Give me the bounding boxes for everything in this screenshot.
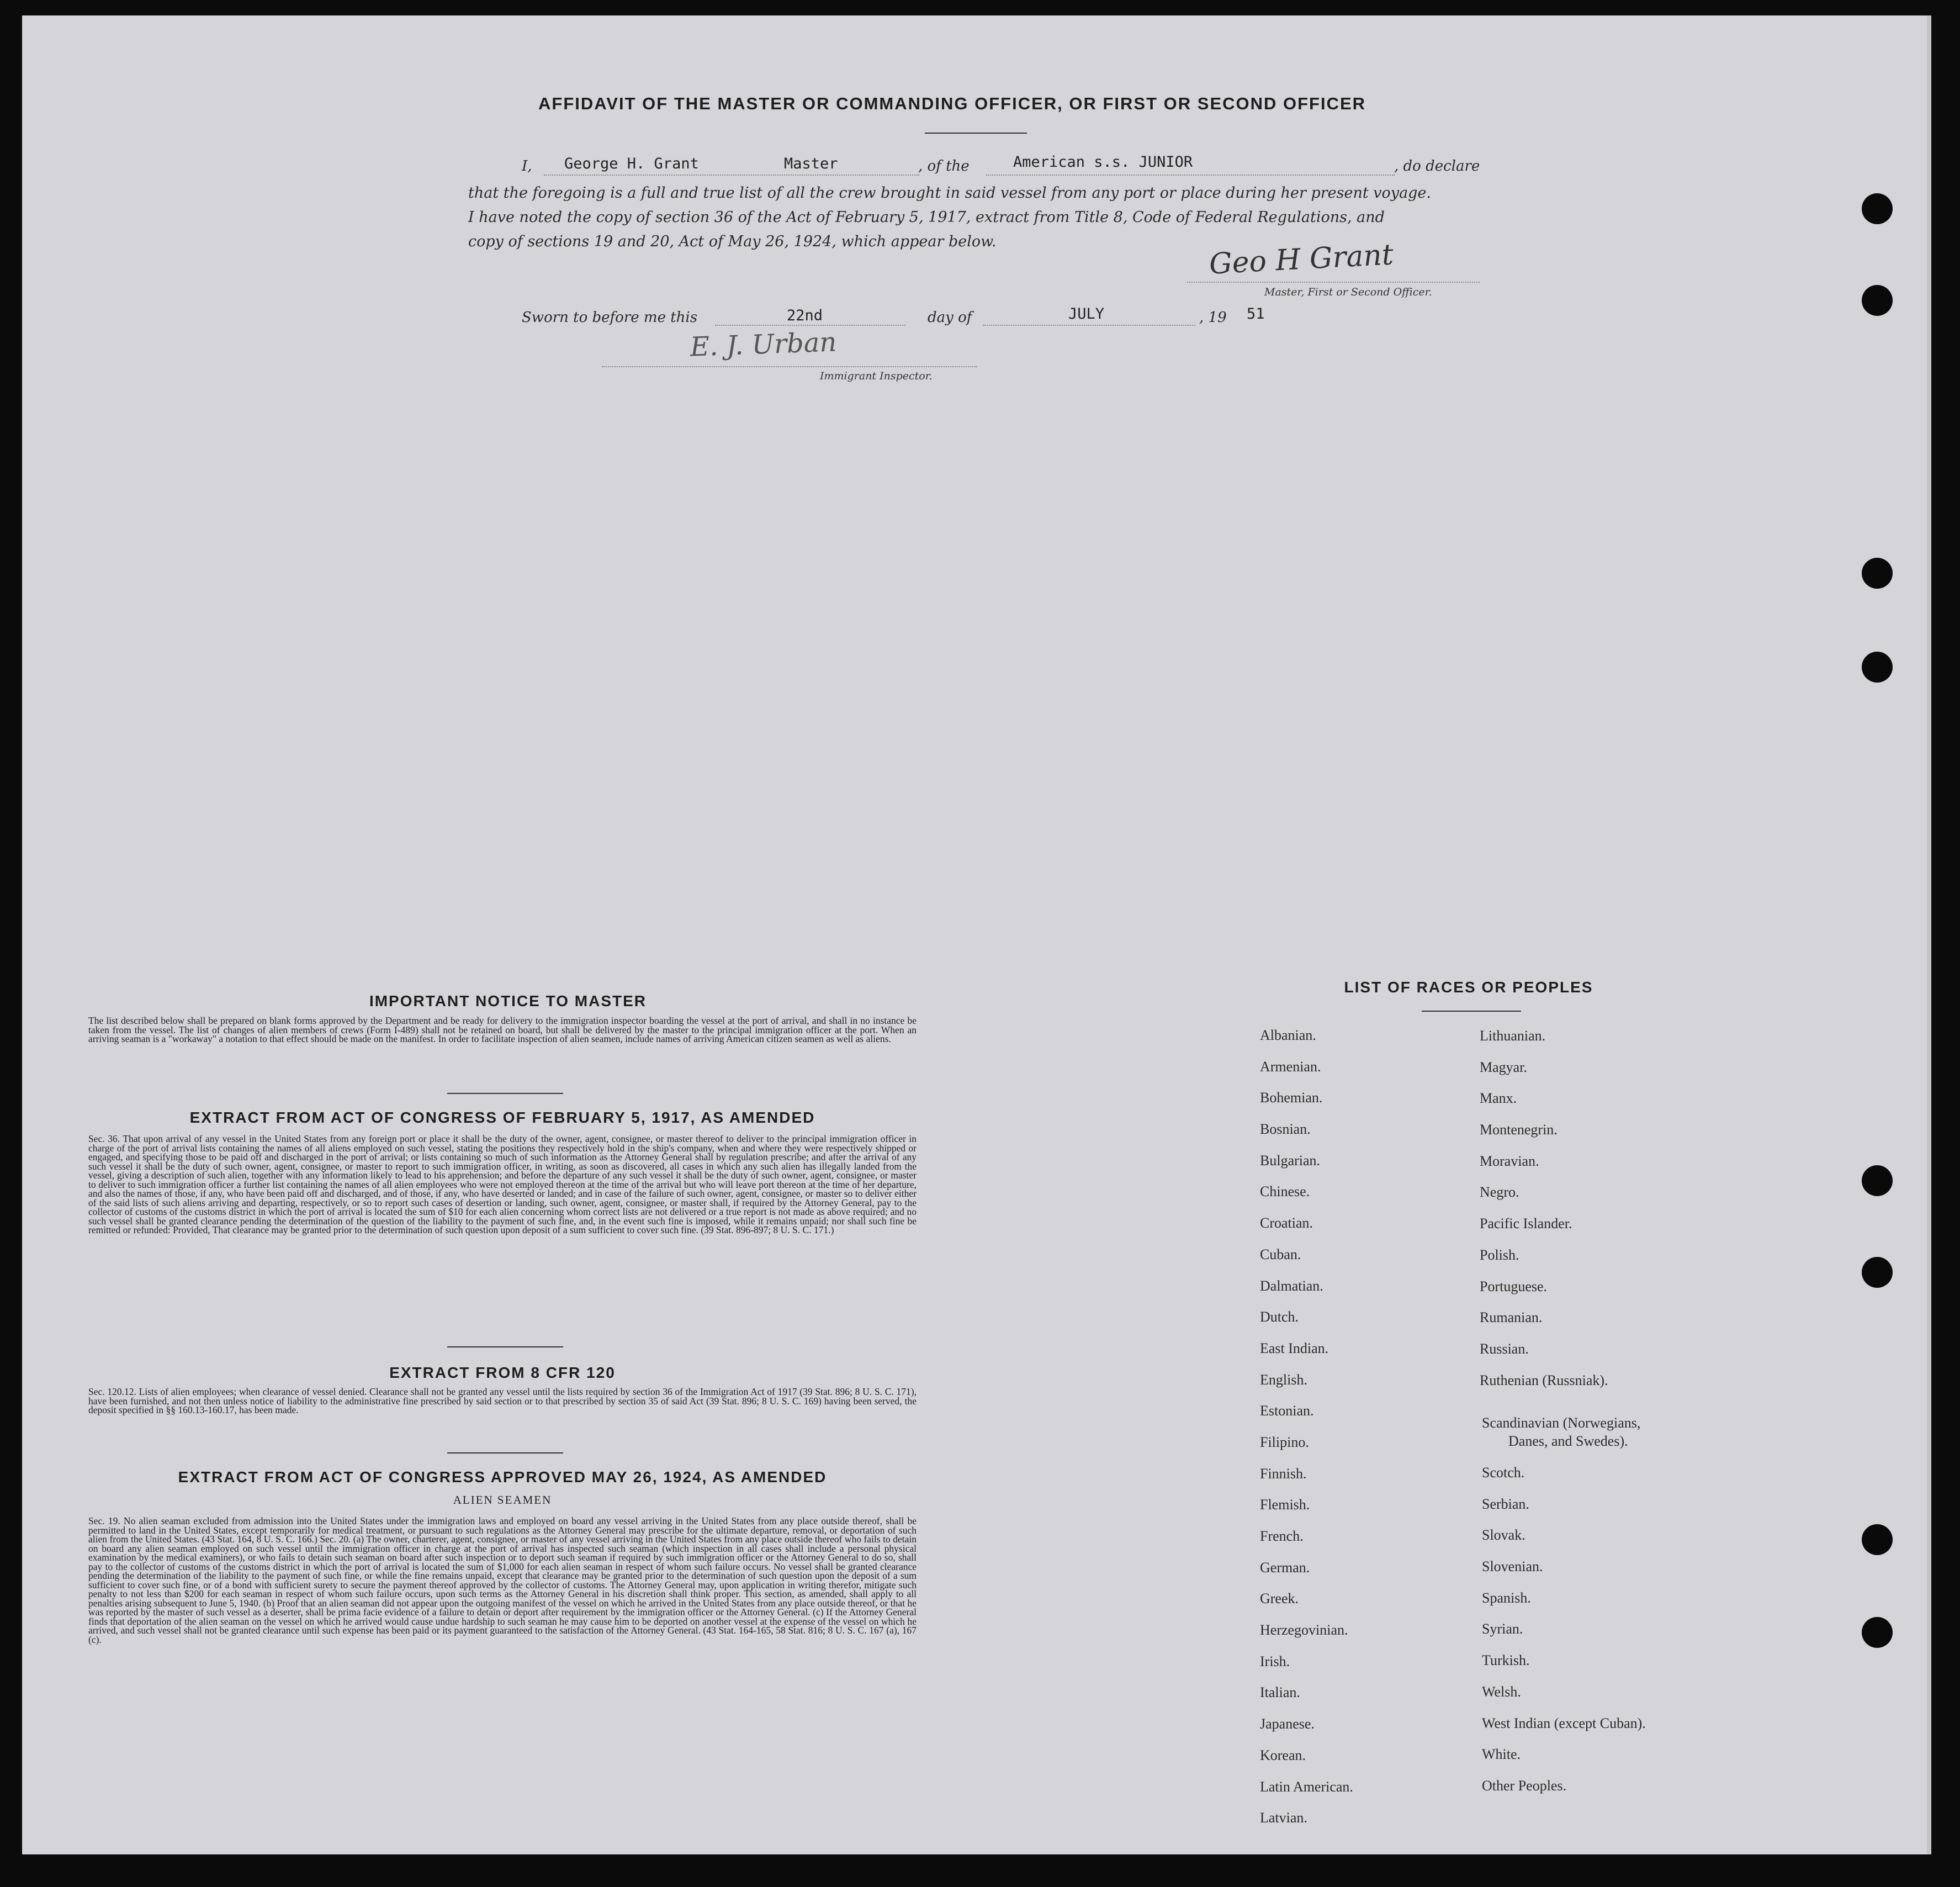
race-item-col2a-9: Portuguese.	[1480, 1278, 1548, 1294]
race-item-col2a-5: Moravian.	[1480, 1153, 1539, 1169]
vessel-name: American s.s. JUNIOR	[1013, 154, 1193, 171]
master-rank: Master	[784, 155, 838, 172]
punch-hole-4	[1862, 652, 1893, 683]
races-title: LIST OF RACES OR PEOPLES	[1344, 979, 1593, 996]
master-signature: Geo H Grant	[1208, 238, 1395, 281]
rule-1924	[447, 1452, 563, 1453]
race-item-col1-4: Bosnian.	[1260, 1121, 1311, 1138]
race-item-col2b-3: Slovak.	[1482, 1527, 1525, 1544]
race-item-col1-23: Japanese.	[1260, 1716, 1315, 1732]
race-item-col1-1: Albanian.	[1260, 1027, 1316, 1043]
race-item-col1-17: French.	[1260, 1528, 1304, 1544]
extract-cfr-title: EXTRACT FROM 8 CFR 120	[389, 1364, 616, 1381]
rule-cfr	[447, 1346, 563, 1347]
scandinavian-line-2: Danes, and Swedes).	[1508, 1433, 1628, 1449]
master-signature-line	[1187, 282, 1480, 283]
race-item-col1-21: Irish.	[1260, 1653, 1290, 1669]
declaration-line-2: that the foregoing is a full and true list of all the crew brought in said vessel from any port or place during her present voyage.	[468, 184, 1432, 202]
scandinavian-entry	[1482, 1414, 1640, 1450]
race-item-col2a-6: Negro.	[1480, 1184, 1519, 1201]
race-item-col1-13: Estonian.	[1260, 1403, 1314, 1419]
race-item-col2a-2: Magyar.	[1480, 1059, 1527, 1075]
year-prefix: , 19	[1199, 309, 1227, 326]
race-item-col1-20: Herzegovinian.	[1260, 1622, 1348, 1638]
race-item-col1-10: Dutch.	[1260, 1309, 1299, 1325]
race-item-col2b-4: Slovenian.	[1482, 1558, 1543, 1575]
day-of-label: day of	[928, 309, 972, 326]
race-item-col1-14: Filipino.	[1260, 1434, 1309, 1450]
race-item-col1-7: Croatian.	[1260, 1215, 1313, 1231]
race-item-col1-8: Cuban.	[1260, 1246, 1301, 1262]
affidavit-title: AFFIDAVIT OF THE MASTER OR COMMANDING OFFICER, OR FIRST OR SECOND OFFICER	[538, 94, 1366, 113]
extract-cfr-text: Sec. 120.12. Lists of alien employees; when clearance of vessel denied. Clearance shall not be granted any vessel until the lists required by section 36 of the Immigration Act of 1917 (39 Stat. 896; 8 U. S. C. 171), have been furnished, and not then unless notice of liability to the administrative fine prescribed by said section or to that prescribed by section 35 of said Act (39 Stat. 896; 8 U. S. C. 169) having been served, the deposit specified in §§ 160.13-160.17, has been made.	[88, 1386, 917, 1415]
race-item-col2a-8: Polish.	[1480, 1246, 1519, 1263]
title-rule	[925, 133, 1027, 134]
extract-1924-text: Sec. 19. No alien seaman excluded from admission into the United States under the immigration laws and employed on board any vessel arriving in the United States from any place outside thereof, shall be permitted to land in the United States, except temporarily for medical treatment, or pursuant to such regulations as the Attorney General may prescribe for the ultimate departure, removal, or deportation of such alien from the United States. (43 Stat. 164, 8 U. S. C. 166.) Sec. 20. (a) The owner, charterer, agent, consignee, or master of any vessel arriving in the United States from any place outside thereof who fails to detain on board any alien seaman employed on such vessel until the immigration officer in charge at the port of arrival has inspected such seaman (which inspection in all cases shall include a personal physical examination by the medical examiners), or who fails to detain such seaman on board after such inspection or to deport such seaman if required by such immigration officer or the Attorney General to do so, shall pay to the collector of customs of the customs district in which the port of arrival is located the sum of $1,000 for each alien seaman in respect of whom such failure occurs. No vessel shall be granted clearance pending the determination of the liability to the payment of such fine, or while the fine remains unpaid, except that clearance may be granted prior to the determination of such question upon the deposit of a sum sufficient to cover such fine, or of a bond with sufficient surety to secure the payment thereof approved by the collector of customs. The Attorney General may, upon application in writing therefor, mitigate such penalty to not less than $200 for each seaman in respect of whom such failure occurs, upon such terms as the Attorney General in his discretion shall think proper. This section, as amended, shall apply to all penalties arising subsequent to June 5, 1940. (b) Proof that an alien seaman did not appear upon the outgoing manifest of the vessel on which he arrived in the United States from any place outside thereof, or that he was reported by the master of such vessel as a deserter, shall be prima facie evidence of a failure to detain or deport after requirement by the immigration officer or the Attorney General. (c) If the Attorney General finds that deportation of the alien seaman on the vessel on which he arrived would cause undue hardship to such seaman he may cause him to be deported on another vessel at the expense of the vessel on which he arrived, and such vessel shall not be granted clearance until such expense has been paid or its payment guaranteed to the satisfaction of the Attorney General. (43 Stat. 164-165, 58 Stat. 816; 8 U. S. C. 167 (a), 167 (c).	[88, 1515, 917, 1645]
sworn-day: 22nd	[787, 307, 823, 324]
punch-hole-8	[1862, 1617, 1893, 1648]
punch-hole-7	[1862, 1524, 1893, 1555]
punch-hole-2	[1862, 285, 1893, 316]
race-item-col2b-7: Turkish.	[1482, 1652, 1530, 1669]
races-column-1	[1260, 1027, 1353, 1841]
race-item-col1-11: East Indian.	[1260, 1340, 1329, 1356]
race-item-col1-26: Latvian.	[1260, 1810, 1307, 1826]
rule-1917	[447, 1093, 563, 1094]
race-item-col1-6: Chinese.	[1260, 1183, 1310, 1200]
inspector-caption: Immigrant Inspector.	[820, 370, 933, 382]
race-item-col2b-2: Serbian.	[1482, 1495, 1529, 1512]
name-line	[544, 175, 919, 176]
sworn-year: 51	[1247, 305, 1265, 323]
i-label: I,	[522, 158, 532, 175]
punch-hole-5	[1862, 1165, 1893, 1196]
races-rule	[1422, 1011, 1521, 1012]
punch-hole-3	[1862, 558, 1893, 589]
sworn-month: JULY	[1068, 305, 1105, 323]
race-item-col1-19: Greek.	[1260, 1590, 1299, 1607]
race-item-col2b-8: Welsh.	[1482, 1683, 1521, 1700]
race-item-col1-16: Flemish.	[1260, 1497, 1310, 1513]
race-item-col1-25: Latin American.	[1260, 1778, 1353, 1795]
race-item-col2a-10: Rumanian.	[1480, 1309, 1543, 1326]
month-line	[983, 325, 1195, 326]
declare-label: , do declare	[1394, 158, 1480, 175]
master-name: George H. Grant	[564, 155, 699, 172]
races-column-2	[1480, 1028, 1608, 1403]
day-line	[715, 325, 905, 326]
of-the-label: , of the	[918, 158, 970, 175]
race-item-col2b-6: Syrian.	[1482, 1621, 1523, 1637]
scandinavian-line-1: Scandinavian (Norwegians,	[1482, 1415, 1641, 1431]
declaration-line-4: copy of sections 19 and 20, Act of May 26, 1924, which appear below.	[468, 233, 997, 250]
vessel-line	[986, 175, 1395, 176]
race-item-col2a-3: Manx.	[1480, 1090, 1517, 1107]
race-item-col1-18: German.	[1260, 1559, 1310, 1576]
race-item-col2a-11: Russian.	[1480, 1340, 1529, 1357]
race-item-col1-9: Dalmatian.	[1260, 1277, 1323, 1294]
inspector-signature-line	[602, 366, 977, 367]
race-item-col1-15: Finnish.	[1260, 1465, 1307, 1482]
extract-1924-title: EXTRACT FROM ACT OF CONGRESS APPROVED MAY 26, 1924, AS AMENDED	[178, 1468, 827, 1486]
race-item-col1-5: Bulgarian.	[1260, 1152, 1321, 1169]
punch-hole-6	[1862, 1257, 1893, 1288]
race-item-col2b-1: Scotch.	[1482, 1465, 1525, 1481]
race-item-col2b-5: Spanish.	[1482, 1589, 1531, 1606]
race-item-col2a-1: Lithuanian.	[1480, 1028, 1546, 1044]
race-item-col2a-12: Ruthenian (Russniak).	[1480, 1372, 1608, 1388]
inspector-signature: E. J. Urban	[690, 326, 838, 363]
race-item-col1-24: Korean.	[1260, 1747, 1306, 1763]
race-item-col1-12: English.	[1260, 1371, 1307, 1388]
race-item-col1-3: Bohemian.	[1260, 1090, 1323, 1106]
race-item-col2a-7: Pacific Islander.	[1480, 1215, 1572, 1232]
punch-hole-1	[1862, 193, 1893, 224]
race-item-col2b-10: White.	[1482, 1746, 1521, 1763]
race-item-col2b-9: West Indian (except Cuban).	[1482, 1715, 1646, 1731]
sworn-label: Sworn to before me this	[522, 309, 698, 326]
race-item-col2b-11: Other Peoples.	[1482, 1777, 1567, 1794]
race-item-col1-2: Armenian.	[1260, 1058, 1321, 1075]
extract-1917-title: EXTRACT FROM ACT OF CONGRESS OF FEBRUARY 5, 1917, AS AMENDED	[189, 1109, 815, 1126]
race-item-col2a-4: Montenegrin.	[1480, 1122, 1558, 1138]
notice-text: The list described below shall be prepared on blank forms approved by the Department and be ready for delivery to the immigration inspector boarding the vessel at the port of arrival, and shall in no instance be taken from the vessel. The list of changes of alien members of crews (Form I-489) shall not be retained on board, but shall be delivered by the master to the principal immigration officer at the port. When an arriving seaman is a "workaway" a notation to that effect should be made on the manifest. In order to facilitate inspection of alien seamen, include names of arriving American citizen seamen as well as aliens.	[88, 1015, 917, 1044]
master-caption: Master, First or Second Officer.	[1264, 286, 1432, 298]
race-item-col1-22: Italian.	[1260, 1684, 1300, 1701]
extract-1924-subtitle: ALIEN SEAMEN	[453, 1493, 552, 1507]
declaration-line-3: I have noted the copy of section 36 of the Act of February 5, 1917, extract from Title 8, Code of Federal Regulations, and	[468, 209, 1385, 226]
races-column-2b	[1482, 1465, 1646, 1809]
extract-1917-text: Sec. 36. That upon arrival of any vessel in the United States from any foreign port or place it shall be the duty of the owner, agent, consignee, or master thereof to deliver to the principal immigration officer in charge of the port of arrival lists containing the names of all aliens employed on such vessel, stating the positions they respectively hold in the ship's company, when and where they were respectively shipped or engaged, and specifying those to be paid off and discharged in the port of arrival; or lists containing so much of such information as the Attorney General shall by regulation prescribe; and after the arrival of any such vessel it shall be the duty of such owner, agent, consignee, or master to report to such immigration officer, in writing, as soon as discovered, all cases in which any such alien has illegally landed from the vessel, giving a description of such alien, together with any information likely to lead to his apprehension; and before the departure of any such vessel it shall be the duty of such owner, agent, consignee, or master to deliver to such immigration officer a further list containing the names of all alien employees who were not employed thereon at the time of the arrival but who will leave port thereon at the time of her departure, and also the names of those, if any, who have been paid off and discharged, and of those, if any, who have deserted or landed; and in case of the failure of such owner, agent, consignee, or master so to deliver either of the said lists of such aliens arriving and departing, respectively, or so to report such cases of desertion or landing, such owner, agent, consignee, or master shall, if required by the Attorney General, pay to the collector of customs of the customs district in which the port of arrival is located the sum of $10 for each alien concerning whom correct lists are not delivered or a true report is not made as above required; and no such vessel shall be granted clearance pending the determination of the question of the liability to the payment of such fine, and, in the event such fine is imposed, while it remains unpaid; nor shall such fine be remitted or refunded: Provided, That clearance may be granted prior to the determination of such question upon deposit of a sum sufficient to cover such fine. (39 Stat. 896-897; 8 U. S. C. 171.)	[88, 1133, 917, 1235]
notice-title: IMPORTANT NOTICE TO MASTER	[369, 992, 647, 1009]
